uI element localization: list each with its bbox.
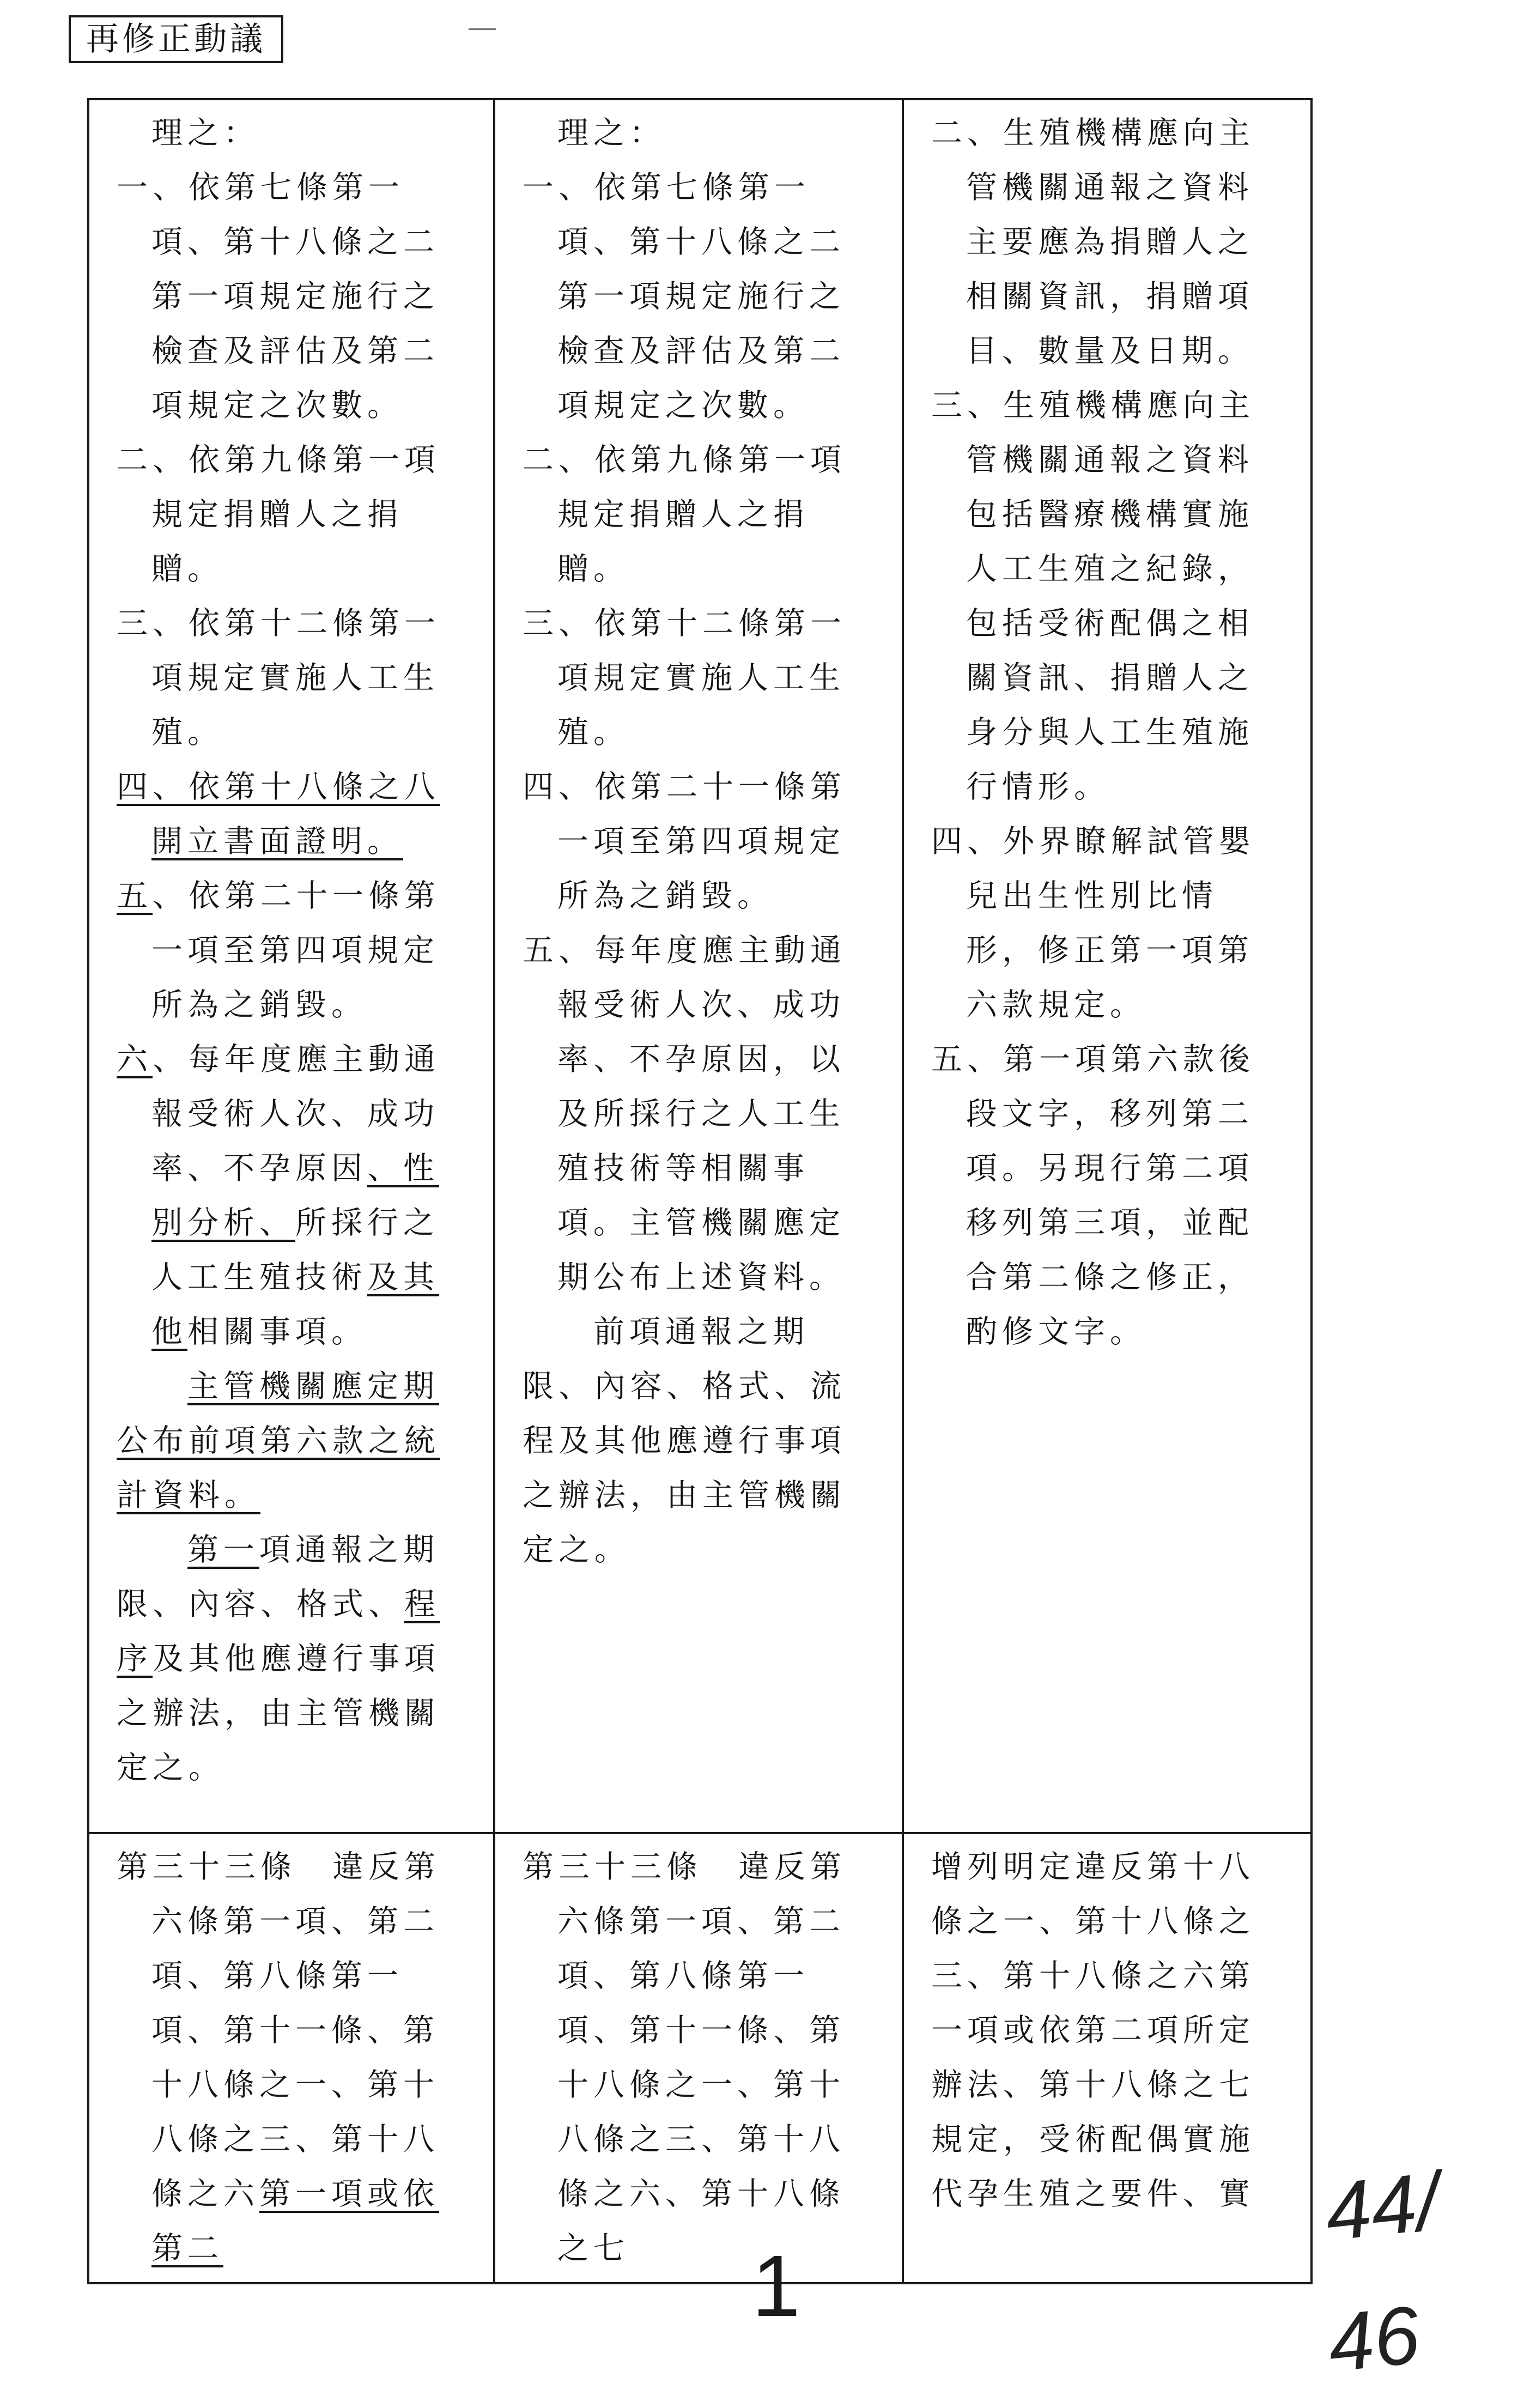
item-5: 五、每年度應主動通報受術人次、成功率、不孕原因，以及所採行之人工生殖技術等相關事項。主管機關應定期公布上述資料。	[523, 932, 846, 1295]
article-33-body: 第三十三條 違反第六條第一項、第二項、第八條第一項、第十一條、第十八條之一、第十八條之三、第十八條之	[117, 1849, 440, 2212]
note-3: 三、生殖機構應向主管機關通報之資料包括醫療機構實施人工生殖之紀錄，包括受術配偶之相關資訊、捐贈人之身分與人工生殖施行情形。	[931, 387, 1255, 805]
item-6-body: 、每年度應主動通報受術人次、成功率、不孕原因	[151, 1041, 440, 1186]
lead-text: 理之：	[151, 115, 259, 151]
motion-label: 再修正動議	[86, 20, 266, 58]
handwritten-page: 44	[1321, 2157, 1421, 2258]
amended-text: 程序	[117, 1586, 440, 1677]
article-33: 第三十三條 違反第六條第一項、第二項、第八條第一項、第十一條、第十八條之一、第十八條之三、第十八條之六、第十八條之七	[523, 1849, 846, 2266]
note-2: 二、生殖機構應向主管機關通報之資料主要應為捐贈人之相關資訊，捐贈項目、數量及日期。	[931, 115, 1255, 369]
item-4: 四、依第二十一條第一項至第四項規定所為之銷毀。	[523, 769, 846, 914]
item-5	[117, 869, 466, 1032]
paragraph-3-body: 及其他應遵行事項之辦法，由主管機關定之。	[117, 1641, 440, 1786]
cell-current-text	[494, 1833, 903, 2283]
cell-amended-text	[88, 1833, 494, 2283]
item-5-body: 、依第二十一條第一項至第四項規定所為之銷毀。	[151, 878, 440, 1023]
table-row	[88, 1833, 1312, 2283]
amended-text: 主管機關應定期公布前項第六款之統計資料。	[117, 1368, 440, 1513]
paragraph-3-body: 項通報之期限、內容、格式、	[117, 1532, 439, 1622]
handwritten-total: 46	[1323, 2288, 1424, 2389]
table-row	[88, 99, 1312, 1833]
note-5: 五、第一項第六款後段文字，移列第二項。另現行第二項移列第三項，並配合第二條之修正，酌修文字。	[931, 1041, 1255, 1350]
item-1: 一、依第七條第一項、第十八條之二第一項規定施行之檢查及評估及第二項規定之次數。	[117, 169, 439, 423]
item-4	[117, 760, 466, 869]
lead-text: 理之：	[557, 115, 665, 151]
item-1: 一、依第七條第一項、第十八條之二第一項規定施行之檢查及評估及第二項規定之次數。	[523, 169, 845, 423]
motion-label-box	[69, 15, 283, 63]
fraction-slash: /	[1411, 2155, 1444, 2248]
cell-explanation	[903, 1833, 1312, 2283]
paragraph-2	[117, 1359, 466, 1523]
item-2: 二、依第九條第一項規定捐贈人之捐贈。	[523, 442, 846, 587]
item-3: 三、依第十二條第一項規定實施人工生殖。	[117, 605, 440, 750]
stray-mark	[469, 28, 496, 30]
article-33-note: 增列明定違反第十八條之一、第十八條之三、第十八條之六第一項或依第二項所定辦法、第十八條之七規定，受術配偶實施代孕生殖之要件、實	[931, 1849, 1255, 2212]
comparison-table	[87, 98, 1313, 2284]
cell-amended-text	[88, 99, 494, 1833]
article-33-body: 六	[223, 2176, 259, 2212]
note-4: 四、外界瞭解試管嬰兒出生性別比情形，修正第一項第六款規定。	[931, 823, 1255, 1023]
handwritten-page-count	[1321, 2151, 1530, 2389]
cell-current-text	[494, 99, 903, 1833]
amended-text: 第一項或依第二	[151, 2176, 439, 2266]
item-3: 三、依第十二條第一項規定實施人工生殖。	[523, 605, 846, 750]
cell-explanation	[903, 99, 1312, 1833]
amended-text: 及其他	[151, 1259, 439, 1350]
page-number: 1	[752, 2237, 800, 2334]
item-6-body: 所採行之人工生殖技術	[151, 1205, 439, 1295]
item-2: 二、依第九條第一項規定捐贈人之捐贈。	[117, 442, 440, 587]
article-33	[117, 1840, 466, 2276]
paragraph-2: 前項通報之期限、內容、格式、流程及其他應遵行事項之辦法，由主管機關定之。	[523, 1314, 846, 1568]
amended-text: 第一	[187, 1532, 259, 1568]
amended-text: 四、依第十八條之八開立書面證明。	[117, 769, 440, 859]
amended-text: 六	[117, 1041, 153, 1077]
item-6	[117, 1032, 466, 1359]
amended-text: 、性別分析、	[151, 1150, 439, 1241]
amended-text: 五	[117, 878, 153, 914]
paragraph-3	[117, 1523, 466, 1795]
item-6-body: 相關事項。	[187, 1314, 367, 1350]
